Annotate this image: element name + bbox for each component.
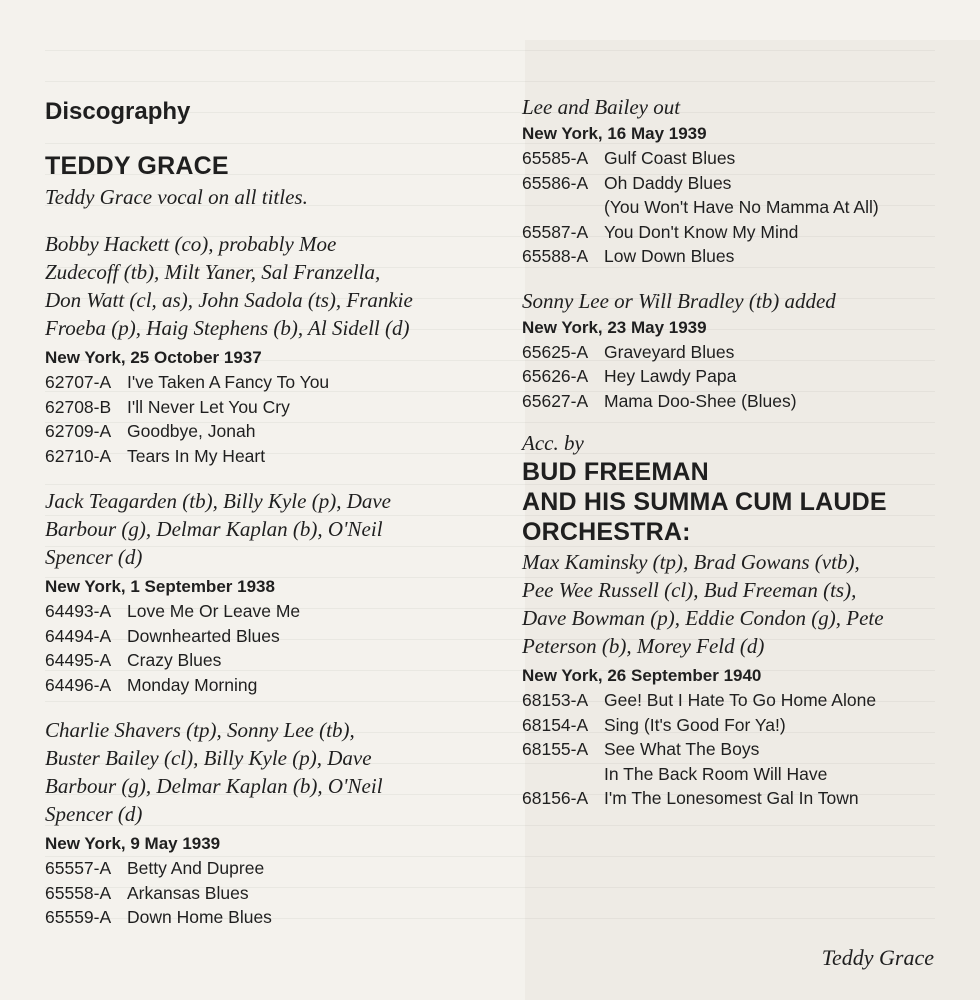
- track-title: You Don't Know My Mind: [604, 221, 799, 242]
- matrix-number: 68156-A: [522, 788, 589, 808]
- personnel-line: Froeba (p), Haig Stephens (b), Al Sidell (d): [45, 316, 410, 340]
- show-through-line: [45, 81, 935, 92]
- track-row: [45, 648, 505, 673]
- session: [522, 93, 962, 269]
- track-row: [45, 599, 505, 624]
- matrix-number: 65626-A: [522, 366, 589, 386]
- session: [45, 487, 505, 697]
- personnel-line: Spencer (d): [45, 545, 143, 569]
- matrix-number: 64494-A: [45, 625, 112, 646]
- track-row: [522, 737, 962, 762]
- track-list: [45, 370, 505, 468]
- track-title: Gee! But I Hate To Go Home Alone: [604, 690, 877, 710]
- track-row: [522, 171, 962, 196]
- track-list: [522, 146, 962, 269]
- session: [45, 716, 505, 930]
- track-title: I'm The Lonesomest Gal In Town: [604, 788, 859, 808]
- matrix-number: 65588-A: [522, 246, 589, 266]
- matrix-number: 64495-A: [45, 650, 112, 670]
- track-list: [45, 599, 505, 697]
- artist-heading: TEDDY GRACE: [45, 152, 229, 180]
- personnel-line: Jack Teagarden (tb), Billy Kyle (p), Dave: [45, 489, 391, 513]
- personnel-line: Dave Bowman (p), Eddie Condon (g), Pete: [522, 606, 884, 630]
- matrix-number: 64493-A: [45, 601, 112, 621]
- track-row: [45, 370, 505, 395]
- track-row: [45, 673, 505, 698]
- matrix-number: 62708-B: [45, 396, 112, 417]
- session: [522, 287, 962, 414]
- matrix-number: 65559-A: [45, 907, 112, 927]
- track-row: [522, 244, 962, 269]
- matrix-number: 65627-A: [522, 390, 589, 411]
- track-row: [522, 340, 962, 365]
- track-title: Downhearted Blues: [127, 625, 280, 646]
- track-row: [522, 364, 962, 389]
- session-date: New York, 25 October 1937: [45, 348, 262, 367]
- matrix-number: 65558-A: [45, 882, 112, 903]
- vocal-note: Teddy Grace vocal on all titles.: [45, 185, 308, 209]
- track-title: Oh Daddy Blues: [604, 172, 732, 193]
- accompaniment-session: [522, 429, 962, 811]
- band-name-line: ORCHESTRA:: [522, 518, 691, 546]
- track-list: [522, 340, 962, 414]
- band-name-line: BUD FREEMAN: [522, 458, 709, 486]
- matrix-number: 62709-A: [45, 421, 112, 441]
- track-row: [45, 444, 505, 469]
- track-title: I'll Never Let You Cry: [127, 396, 290, 417]
- band-name-line: AND HIS SUMMA CUM LAUDE: [522, 488, 887, 516]
- personnel-line: Barbour (g), Delmar Kaplan (b), O'Neil: [45, 774, 383, 798]
- track-title: Mama Doo-Shee (Blues): [604, 390, 797, 411]
- matrix-number: 65586-A: [522, 172, 589, 193]
- personnel-line: Bobby Hackett (co), probably Moe: [45, 232, 337, 256]
- track-title: Down Home Blues: [127, 907, 272, 927]
- matrix-number: 68153-A: [522, 690, 589, 710]
- session-date: New York, 26 September 1940: [522, 666, 762, 685]
- matrix-number: 68155-A: [522, 739, 589, 759]
- matrix-number: 65587-A: [522, 221, 589, 242]
- track-title: See What The Boys: [604, 739, 760, 759]
- track-title: Goodbye, Jonah: [127, 421, 256, 441]
- signature: Teddy Grace: [821, 945, 934, 970]
- track-title: Crazy Blues: [127, 650, 222, 670]
- track-row: [522, 146, 962, 171]
- session-note: Sonny Lee or Will Bradley (tb) added: [522, 288, 836, 313]
- track-row: [522, 688, 962, 713]
- personnel-line: Barbour (g), Delmar Kaplan (b), O'Neil: [45, 517, 383, 541]
- personnel: [45, 716, 505, 828]
- right-column: [522, 93, 962, 811]
- discography-title: Discography: [45, 98, 191, 125]
- left-sessions: [45, 230, 505, 930]
- track-row: [522, 220, 962, 245]
- track-list: [522, 688, 962, 811]
- session-date: New York, 16 May 1939: [522, 124, 707, 143]
- session-date: New York, 23 May 1939: [522, 317, 707, 337]
- personnel-line: Zudecoff (tb), Milt Yaner, Sal Franzella,: [45, 260, 381, 284]
- track-list: [45, 856, 505, 930]
- track-row: [45, 905, 505, 930]
- personnel-line: Don Watt (cl, as), John Sadola (ts), Frankie: [45, 288, 413, 312]
- left-column: [45, 97, 505, 930]
- track-row: [45, 395, 505, 420]
- track-title: Love Me Or Leave Me: [127, 601, 301, 621]
- matrix-number: 68154-A: [522, 714, 589, 735]
- band-name: [522, 457, 962, 547]
- matrix-number: 65625-A: [522, 341, 589, 362]
- track-title: Gulf Coast Blues: [604, 148, 736, 168]
- personnel: [522, 548, 962, 660]
- track-row: [522, 713, 962, 738]
- track-title: Tears In My Heart: [127, 445, 266, 466]
- matrix-number: 64496-A: [45, 674, 112, 695]
- personnel-line: Charlie Shavers (tp), Sonny Lee (tb),: [45, 718, 355, 742]
- personnel-line: Max Kaminsky (tp), Brad Gowans (vtb),: [522, 550, 860, 574]
- matrix-number: 65557-A: [45, 858, 112, 878]
- track-title: Graveyard Blues: [604, 341, 735, 362]
- session: [45, 230, 505, 468]
- track-row: [45, 624, 505, 649]
- track-title: I've Taken A Fancy To You: [127, 372, 330, 392]
- track-title: Arkansas Blues: [127, 882, 249, 903]
- track-row: [45, 881, 505, 906]
- personnel-line: Peterson (b), Morey Feld (d): [522, 634, 765, 658]
- track-title: Sing (It's Good For Ya!): [604, 714, 786, 735]
- track-title-continued: (You Won't Have No Mamma At All): [604, 197, 879, 217]
- session-date: New York, 9 May 1939: [45, 834, 221, 853]
- track-row: [522, 786, 962, 811]
- session-date: New York, 1 September 1938: [45, 577, 275, 596]
- matrix-number: 65585-A: [522, 148, 589, 168]
- matrix-number: 62710-A: [45, 445, 112, 466]
- track-title-continued: In The Back Room Will Have: [604, 763, 828, 784]
- track-row: [522, 389, 962, 414]
- personnel: [45, 487, 505, 571]
- track-title: Low Down Blues: [604, 246, 735, 266]
- matrix-number: 62707-A: [45, 372, 112, 392]
- personnel: [45, 230, 505, 342]
- track-title: Betty And Dupree: [127, 858, 265, 878]
- track-row: [45, 856, 505, 881]
- right-sessions: [522, 93, 962, 413]
- session-note: Lee and Bailey out: [522, 95, 681, 119]
- personnel-line: Spencer (d): [45, 802, 143, 826]
- track-title: Hey Lawdy Papa: [604, 366, 737, 386]
- track-row: [45, 419, 505, 444]
- acc-note: Acc. by: [522, 431, 584, 455]
- track-title: Monday Morning: [127, 674, 258, 695]
- show-through-line: [45, 50, 935, 61]
- personnel-line: Buster Bailey (cl), Billy Kyle (p), Dave: [45, 746, 372, 770]
- personnel-line: Pee Wee Russell (cl), Bud Freeman (ts),: [522, 578, 857, 602]
